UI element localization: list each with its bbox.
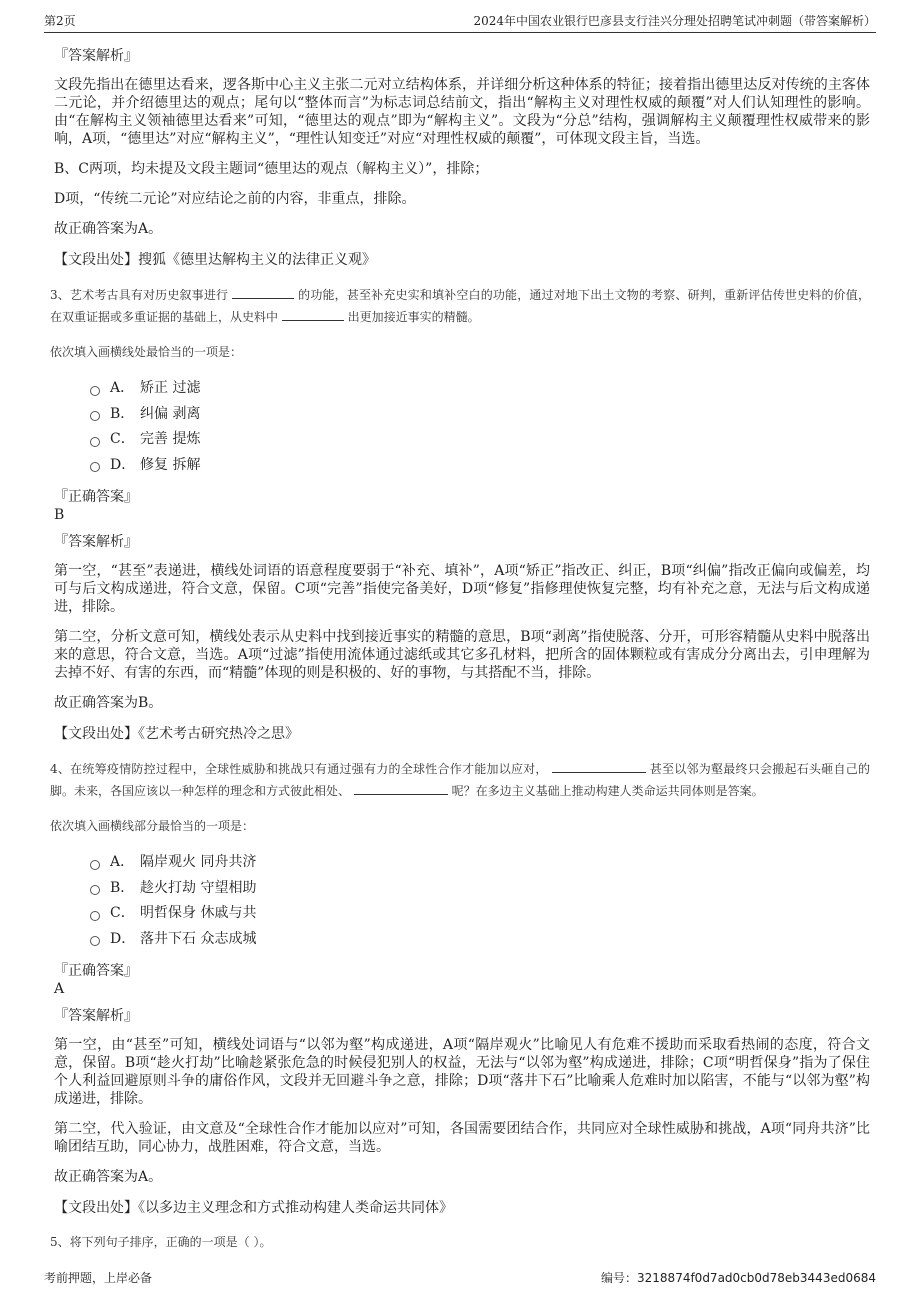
option-text: 纠偏 剥离 <box>140 405 201 422</box>
correct-answer-label: 『正确答案』 <box>54 489 138 505</box>
analysis-paragraph: 第二空，代入验证，由文意及“全球性合作才能加以应对”可知，各国需要团结合作，共同应对全球性威胁和挑战，A项“同舟共济”比喻团结互助，同心协力，战胜困难，符合文意，当选。 <box>54 1121 870 1155</box>
option-b[interactable] <box>90 876 870 902</box>
correct-answer-value: A <box>54 981 65 997</box>
option-letter: C． <box>110 431 135 447</box>
option-text: 明哲保身 休戚与共 <box>140 905 257 921</box>
fill-blank <box>232 285 294 299</box>
analysis-label: 『答案解析』 <box>54 1008 138 1024</box>
radio-button[interactable] <box>90 462 100 472</box>
question-5-text: 5、将下列句子排序，正确的一项是（ ）。 <box>50 1235 272 1249</box>
option-text: 隔岸观火 同舟共济 <box>140 854 257 870</box>
source-citation: 【文段出处】《以多边主义理念和方式推动构建人类命运共同体》 <box>54 1200 453 1216</box>
option-a[interactable] <box>90 376 870 402</box>
page-number: 第2页 <box>44 14 76 28</box>
option-letter: A． <box>110 380 135 396</box>
question-3-text-part: 的功能，甚至补充史实和填补空白的功能，通过对地下出土文物的考察、研判，重新评估传世史料的价值，在双重证据或多重证据的基础上，从史料中 <box>50 288 870 324</box>
source-citation: 【文段出处】《艺术考古研究热冷之思》 <box>54 726 299 742</box>
option-text: 趁火打劫 守望相助 <box>140 879 257 896</box>
footer-slogan: 考前押题，上岸必备 <box>44 1271 153 1285</box>
question-4-options <box>90 850 870 952</box>
question-3-text-part: 出更加接近事实的精髓。 <box>347 310 480 324</box>
option-letter: D． <box>110 456 136 473</box>
question-4-text <box>50 758 870 802</box>
question-3-options <box>90 376 870 478</box>
analysis-paragraph: 第二空，分析文意可知，横线处表示从史料中找到接近事实的精髓的意思，B项“剥离”指使脱落、分开，可形容精髓从史料中脱落出来的意思，符合文意，当选。A项“过滤”指使用流体通过滤纸或其它多孔材料，把所含的固体颗粒或有害成分分离出去，引申理解为去掉不好、有害的东西，而“精髓”体现的则是积极的、好的事物，与其搭配不当，排除。 <box>54 629 870 681</box>
analysis-label: 『答案解析』 <box>54 48 138 64</box>
page-content <box>50 46 870 1252</box>
option-a[interactable] <box>90 850 870 876</box>
analysis-conclusion: 故正确答案为B。 <box>54 695 163 711</box>
fill-blank <box>552 759 646 773</box>
option-c[interactable] <box>90 427 870 453</box>
source-citation: 【文段出处】搜狐《德里达解构主义的法律正义观》 <box>54 252 376 268</box>
question-4-text-part: 呢？在多边主义基础上推动构建人类命运共同体则是答案。 <box>451 784 764 798</box>
radio-button[interactable] <box>90 386 100 396</box>
page-footer <box>44 1270 876 1286</box>
fill-blank <box>282 307 344 321</box>
option-text: 修复 拆解 <box>140 456 201 473</box>
analysis-conclusion: 故正确答案为A。 <box>54 1169 163 1185</box>
option-d[interactable] <box>90 927 870 953</box>
question-3-text-part: 3、艺术考古具有对历史叙事进行 <box>50 288 229 302</box>
option-letter: B． <box>110 879 135 896</box>
question-4-text-part: 4、在统筹疫情防控过程中，全球性威胁和挑战只有通过强有力的全球性合作才能加以应对， <box>50 762 548 776</box>
correct-answer-value: B <box>54 507 65 523</box>
option-letter: C． <box>110 905 135 921</box>
option-text: 矫正 过滤 <box>140 380 201 396</box>
option-text: 落井下石 众志成城 <box>140 930 257 947</box>
analysis-conclusion: 故正确答案为A。 <box>54 221 163 237</box>
question-4-text-part: 甚至以邻为壑最终只会搬起石头砸自己的脚。未来，各国应该以一种怎样的理念和方式彼此相处、 <box>50 762 870 798</box>
radio-button[interactable] <box>90 885 100 895</box>
document-title: 2024年中国农业银行巴彦县支行洼兴分理处招聘笔试冲刺题（带答案解析） <box>473 14 876 28</box>
option-c[interactable] <box>90 901 870 927</box>
radio-button[interactable] <box>90 911 100 921</box>
question-3-text <box>50 284 870 328</box>
question-3-prompt: 依次填入画横线处最恰当的一项是： <box>50 345 243 359</box>
option-d[interactable] <box>90 453 870 479</box>
radio-button[interactable] <box>90 860 100 870</box>
analysis-paragraph: 第一空，“甚至”表递进，横线处词语的语意程度要弱于“补充、填补”，A项“矫正”指改正、纠正，B项“纠偏”指改正偏向或偏差，均可与后文构成递进，符合文意，保留。C项“完善”指使完备美好，D项“修复”指修理使恢复完整，均有补充之意，无法与后文构成递进，排除。 <box>54 563 870 615</box>
option-letter: B． <box>110 405 135 422</box>
question-4-prompt: 依次填入画横线部分最恰当的一项是： <box>50 819 255 833</box>
option-letter: D． <box>110 930 136 947</box>
option-text: 完善 提炼 <box>140 431 201 447</box>
document-id: 编号：3218874f0d7ad0cb0d78eb3443ed0684 <box>601 1271 876 1285</box>
analysis-paragraph: 第一空，由“甚至”可知，横线处词语与“以邻为壑”构成递进，A项“隔岸观火”比喻见人有危难不援助而采取看热闹的态度，符合文意，保留。B项“趁火打劫”比喻趁紧张危急的时候侵犯别人的权益，无法与“以邻为壑”构成递进，排除；C项“明哲保身”指为了保住个人利益回避原则斗争的庸俗作风，文段并无回避斗争之意，排除；D项“落井下石”比喻乘人危难时加以陷害，不能与“以邻为壑”构成递进，排除。 <box>54 1037 870 1107</box>
fill-blank <box>354 781 448 795</box>
analysis-label: 『答案解析』 <box>54 534 138 550</box>
analysis-paragraph: D项，“传统二元论”对应结论之前的内容，非重点，排除。 <box>54 191 416 207</box>
option-b[interactable] <box>90 402 870 428</box>
radio-button[interactable] <box>90 411 100 421</box>
analysis-paragraph: B、C两项，均未提及文段主题词“德里达的观点（解构主义）”，排除； <box>54 161 489 177</box>
radio-button[interactable] <box>90 936 100 946</box>
page-header <box>44 12 876 33</box>
correct-answer-label: 『正确答案』 <box>54 963 138 979</box>
analysis-paragraph: 文段先指出在德里达看来，逻各斯中心主义主张二元对立结构体系，并详细分析这种体系的特征；接着指出德里达反对传统的主客体二元论，并介绍德里达的观点；尾句以“整体而言”为标志词总结前文，指出“解构主义对理性权威的颠覆”对人们认知理性的影响。由“在解构主义领袖德里达看来”可知，“德里达的观点”即为“解构主义”。文段为“分总”结构，强调解构主义颠覆理性权威带来的影响，A项，“德里达”对应“解构主义”，“理性认知变迁”对应“对理性权威的颠覆”，可体现文段主旨，当选。 <box>54 77 870 147</box>
option-letter: A． <box>110 854 135 870</box>
radio-button[interactable] <box>90 437 100 447</box>
